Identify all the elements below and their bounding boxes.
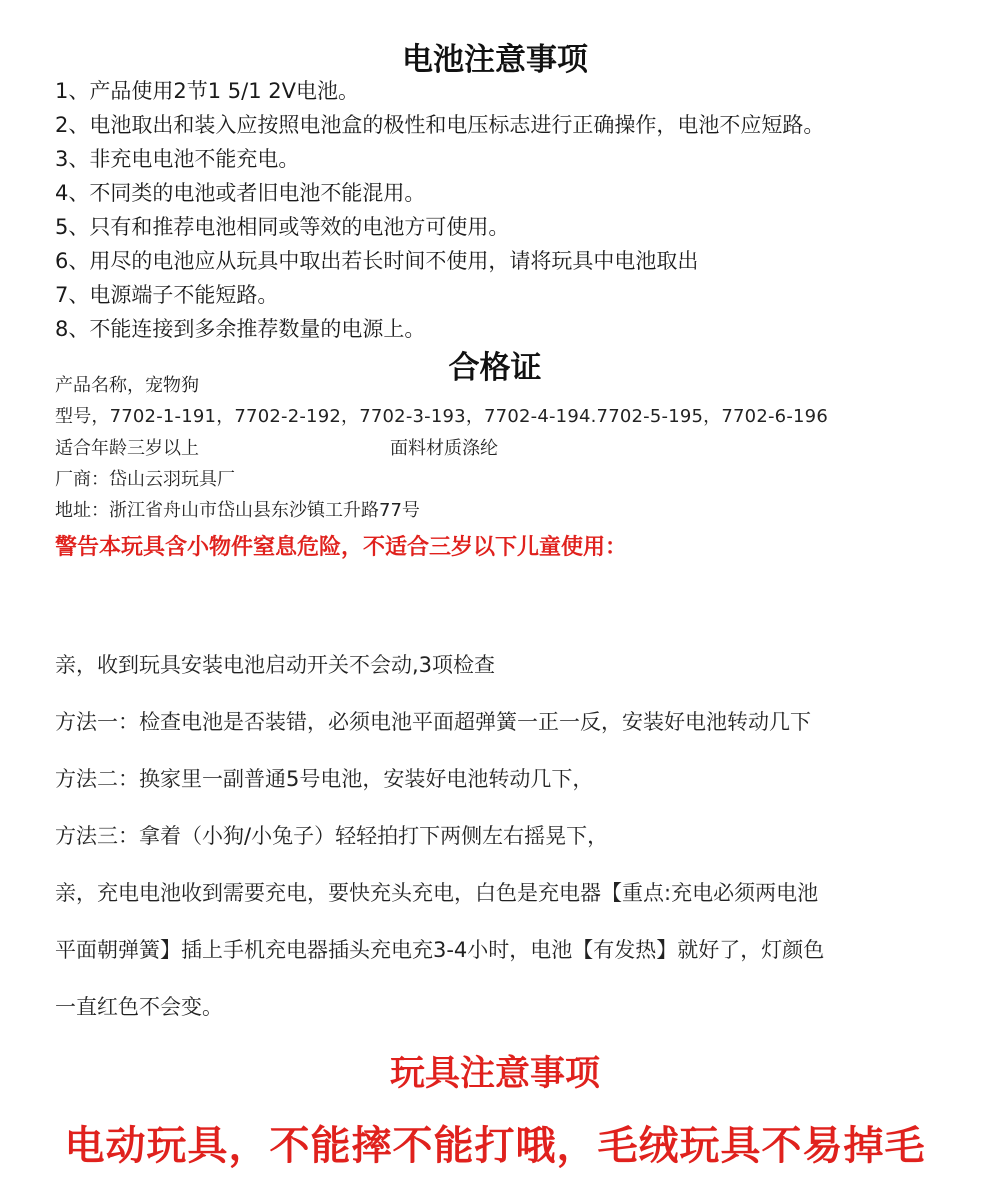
battery-item-8: 8、不能连接到多余推荐数量的电源上。 xyxy=(55,317,426,341)
address: 地址：浙江省舟山市岱山县东沙镇工升路77号 xyxy=(55,500,420,521)
faq-method-3: 方法三：拿着（小狗/小兔子）轻轻拍打下两侧左右摇晃下， xyxy=(55,824,609,848)
battery-item-1: 1、产品使用2节1 5/1 2V电池。 xyxy=(55,79,359,103)
choking-warning: 警告本玩具含小物件窒息危险，不适合三岁以下儿童使用： xyxy=(55,535,628,560)
product-name: 产品名称，宠物狗 xyxy=(55,375,199,396)
battery-item-7: 7、电源端子不能短路。 xyxy=(55,283,279,307)
battery-item-4: 4、不同类的电池或者旧电池不能混用。 xyxy=(55,181,426,205)
certificate-title: 合格证 xyxy=(448,350,542,386)
battery-item-3: 3、非充电电池不能充电。 xyxy=(55,147,300,171)
faq-method-1: 方法一：检查电池是否装错，必须电池平面超弹簧一正一反，安装好电池转动几下 xyxy=(55,710,811,734)
battery-section-title: 电池注意事项 xyxy=(402,42,588,78)
faq-intro: 亲，收到玩具安装电池启动开关不会动,3项检查 xyxy=(55,653,496,677)
faq-method-2: 方法二：换家里一副普通5号电池，安装好电池转动几下， xyxy=(55,767,594,791)
suitable-age: 适合年龄三岁以上 xyxy=(55,438,199,459)
toy-section-note: 电动玩具，不能摔不能打哦，毛绒玩具不易掉毛 xyxy=(64,1123,926,1169)
model-numbers: 型号，7702-1-191，7702-2-192，7702-3-193，7702-4-194.7702-5-195，7702-6-196 xyxy=(55,406,828,427)
toy-section-title: 玩具注意事项 xyxy=(389,1054,600,1094)
battery-item-6: 6、用尽的电池应从玩具中取出若长时间不使用，请将玩具中电池取出 xyxy=(55,249,699,273)
battery-item-5: 5、只有和推荐电池相同或等效的电池方可使用。 xyxy=(55,215,510,239)
faq-charging-line-3: 一直红色不会变。 xyxy=(55,995,223,1019)
manufacturer: 厂商：岱山云羽玩具厂 xyxy=(55,469,235,490)
battery-item-2: 2、电池取出和装入应按照电池盒的极性和电压标志进行正确操作，电池不应短路。 xyxy=(55,113,825,137)
faq-charging-line-1: 亲，充电电池收到需要充电，要快充头充电，白色是充电器【重点:充电必须两电池 xyxy=(55,881,819,905)
fabric-material: 面料材质涤纶 xyxy=(390,438,498,459)
faq-charging-line-2: 平面朝弹簧】插上手机充电器插头充电充3-4小时，电池【有发热】就好了，灯颜色 xyxy=(55,938,825,962)
